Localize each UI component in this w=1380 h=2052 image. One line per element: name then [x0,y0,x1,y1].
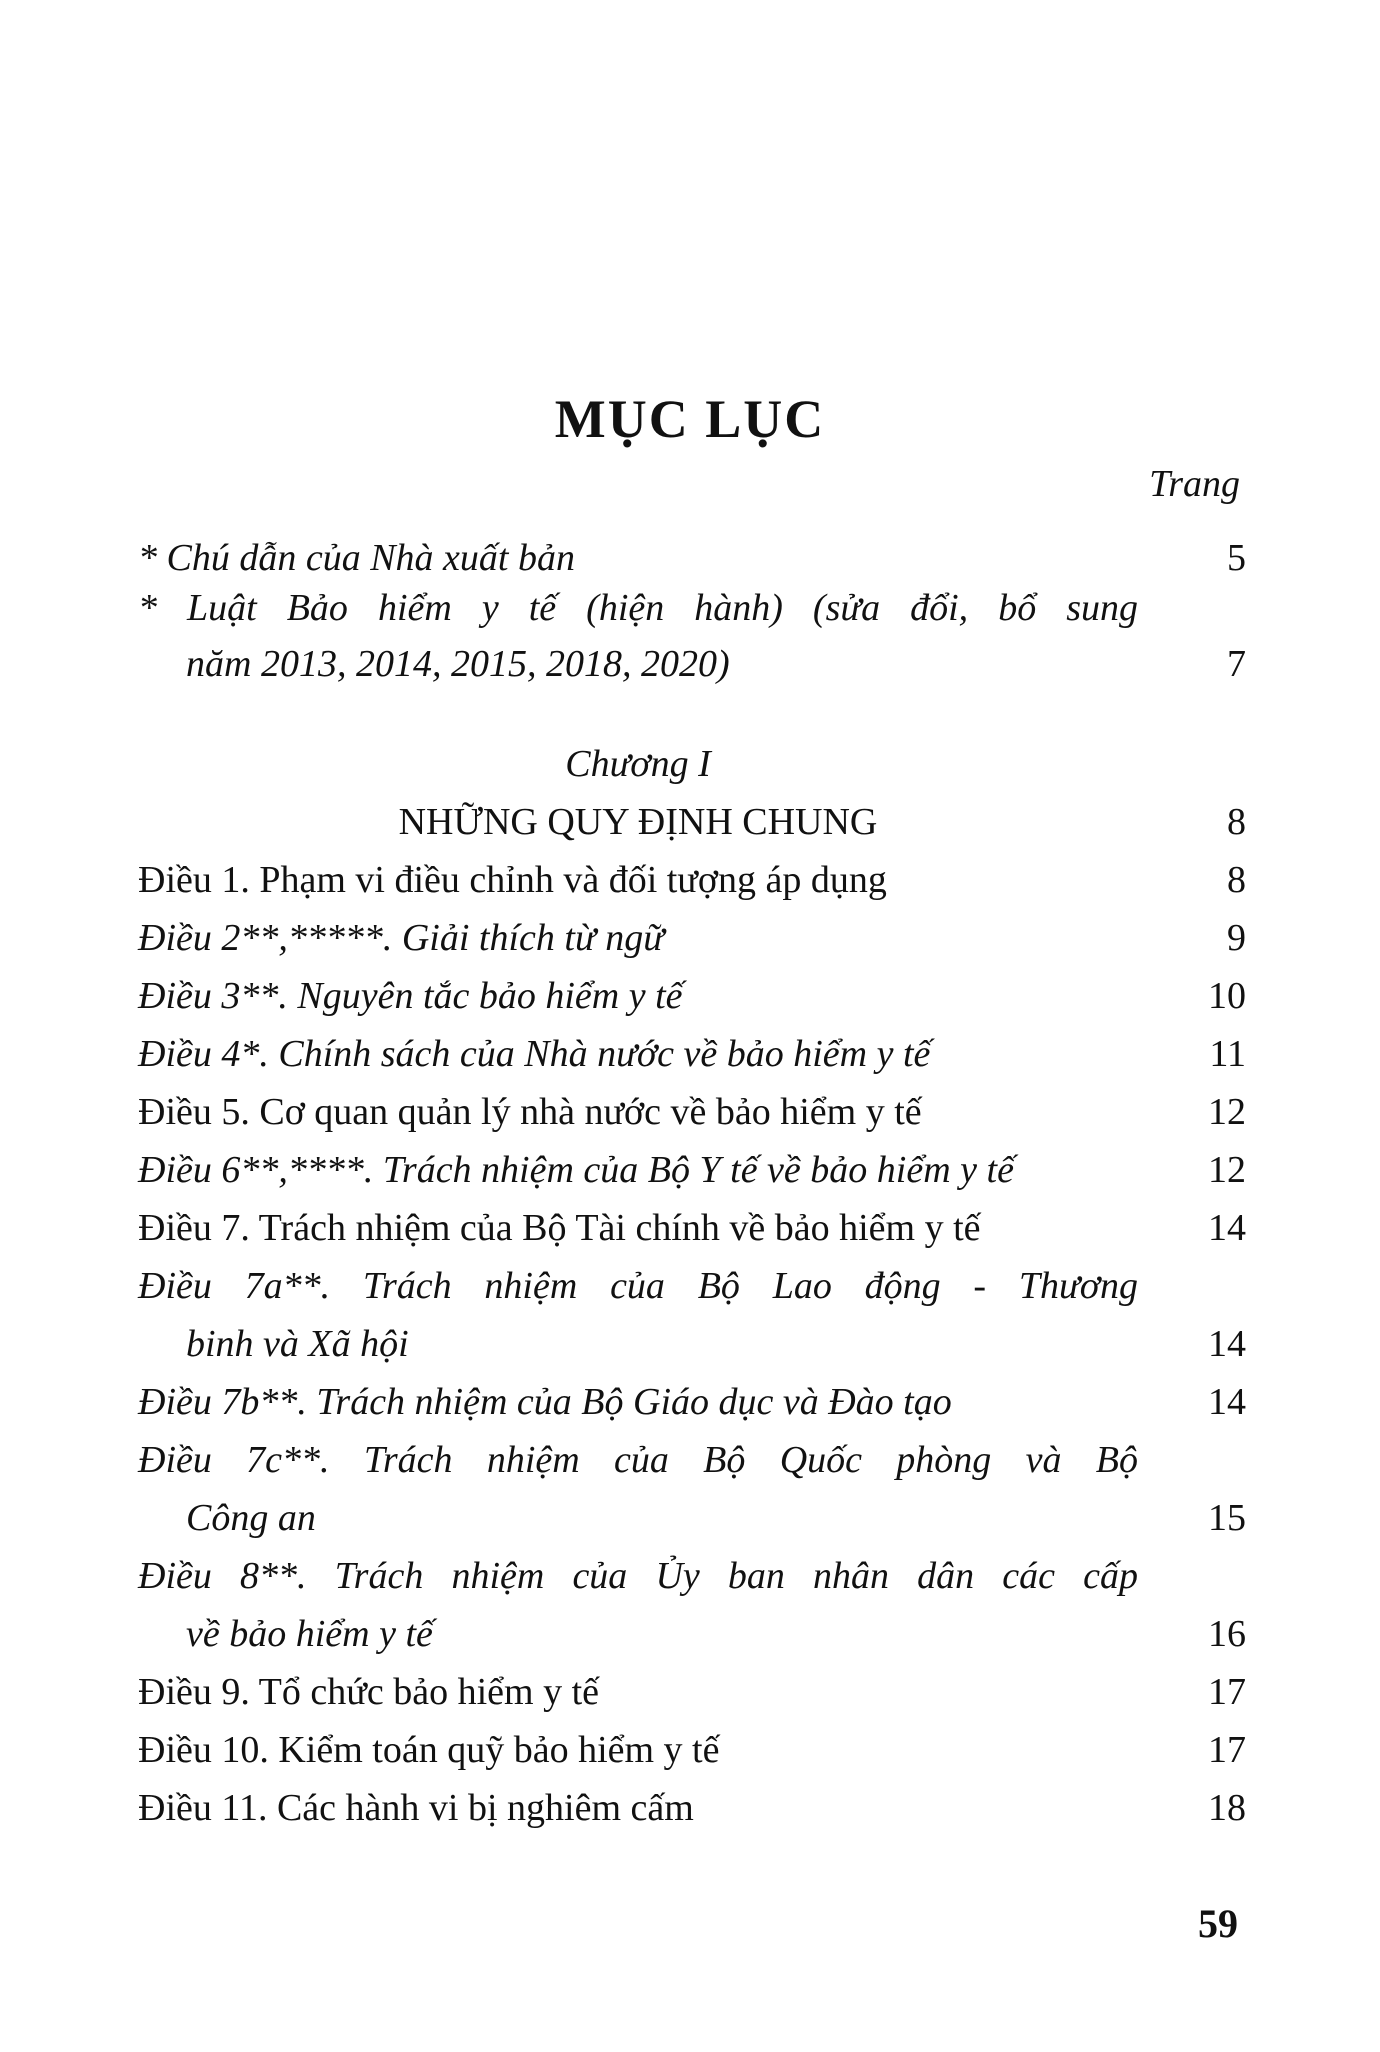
toc-entry-law[interactable] [138,582,1246,634]
toc-entry-page: 5 [1227,537,1246,579]
toc-entry-page: 10 [1208,975,1246,1017]
toc-entry-article-7a-continued[interactable] [138,1318,1246,1370]
toc-entry-article-7[interactable] [138,1202,1246,1254]
toc-entry-article-10[interactable] [138,1724,1246,1776]
toc-entry-article-8-continued[interactable] [138,1608,1246,1660]
toc-entry-text: Chương I [565,743,711,785]
page-column-header: Trang [1149,463,1240,505]
toc-entry-page: 12 [1208,1149,1246,1191]
toc-entry-article-9[interactable] [138,1666,1246,1718]
toc-entry-text: binh và Xã hội [186,1323,409,1365]
toc-entry-page: 14 [1208,1323,1246,1365]
toc-entry-page: 18 [1208,1787,1246,1829]
toc-entry-article-4[interactable] [138,1028,1246,1080]
toc-entry-article-5[interactable] [138,1086,1246,1138]
toc-entry-page: 9 [1227,917,1246,959]
toc-entry-text: Công an [186,1497,316,1539]
toc-entry-text: Điều 7c**. Trách nhiệm của Bộ Quốc phòng và Bộ [138,1439,1138,1481]
toc-entry-law-continued[interactable] [138,638,1246,690]
toc-entry-text: * Chú dẫn của Nhà xuất bản [138,537,575,579]
toc-entry-text: Điều 7a**. Trách nhiệm của Bộ Lao động - Thương [138,1265,1138,1307]
toc-entry-text: Điều 3**. Nguyên tắc bảo hiểm y tế [138,975,683,1017]
toc-entry-article-7c[interactable] [138,1434,1246,1486]
toc-entry-text: Điều 2**,*****. Giải thích từ ngữ [138,917,664,959]
toc-entry-text: Điều 11. Các hành vi bị nghiêm cấm [138,1787,694,1829]
toc-entry-page: 15 [1208,1497,1246,1539]
toc-entry-article-7c-continued[interactable] [138,1492,1246,1544]
toc-entry-text: Điều 6**,****. Trách nhiệm của Bộ Y tế về bảo hiểm y tế [138,1149,1014,1191]
toc-chapter-title[interactable] [138,796,1246,848]
toc-entry-text: Điều 8**. Trách nhiệm của Ủy ban nhân dân các cấp [138,1555,1138,1597]
page-title: MỤC LỤC [554,389,826,449]
toc-entry-page: 12 [1208,1091,1246,1133]
toc-entry-page: 17 [1208,1729,1246,1771]
toc-entry-text: Điều 5. Cơ quan quản lý nhà nước về bảo hiểm y tế [138,1091,922,1133]
toc-entry-publisher-note[interactable] [138,532,1246,584]
toc-entry-article-8[interactable] [138,1550,1246,1602]
toc-entry-page: 14 [1208,1207,1246,1249]
toc-entry-page: 16 [1208,1613,1246,1655]
toc-entry-text: Điều 7. Trách nhiệm của Bộ Tài chính về bảo hiểm y tế [138,1207,981,1249]
toc-entry-page: 8 [1227,801,1246,843]
toc-entry-page: 11 [1209,1033,1246,1075]
toc-entry-text: Điều 4*. Chính sách của Nhà nước về bảo hiểm y tế [138,1033,931,1075]
toc-entry-text: Điều 10. Kiểm toán quỹ bảo hiểm y tế [138,1729,720,1771]
page-number: 59 [1198,1901,1238,1946]
toc-entry-article-1[interactable] [138,854,1246,906]
toc-entry-text: về bảo hiểm y tế [186,1613,433,1655]
toc-entry-text: NHỮNG QUY ĐỊNH CHUNG [398,801,878,843]
toc-entry-article-7a[interactable] [138,1260,1246,1312]
toc-entry-text: Điều 1. Phạm vi điều chỉnh và đối tượng áp dụng [138,859,887,901]
toc-entry-article-7b[interactable] [138,1376,1246,1428]
toc-entry-text: Điều 7b**. Trách nhiệm của Bộ Giáo dục và Đào tạo [138,1381,952,1423]
toc-entry-page: 8 [1227,859,1246,901]
toc-entry-text: * Luật Bảo hiểm y tế (hiện hành) (sửa đổi, bổ sung [138,587,1138,629]
toc-entry-page: 14 [1208,1381,1246,1423]
toc-entry-article-6[interactable] [138,1144,1246,1196]
toc-entry-article-3[interactable] [138,970,1246,1022]
toc-entry-page: 17 [1208,1671,1246,1713]
toc-entry-text: Điều 9. Tổ chức bảo hiểm y tế [138,1671,599,1713]
toc-entry-page: 7 [1227,643,1246,685]
toc-entry-article-2[interactable] [138,912,1246,964]
toc-chapter-label [138,738,1246,790]
toc-entry-article-11[interactable] [138,1782,1246,1834]
toc-entry-text: năm 2013, 2014, 2015, 2018, 2020) [186,643,730,685]
